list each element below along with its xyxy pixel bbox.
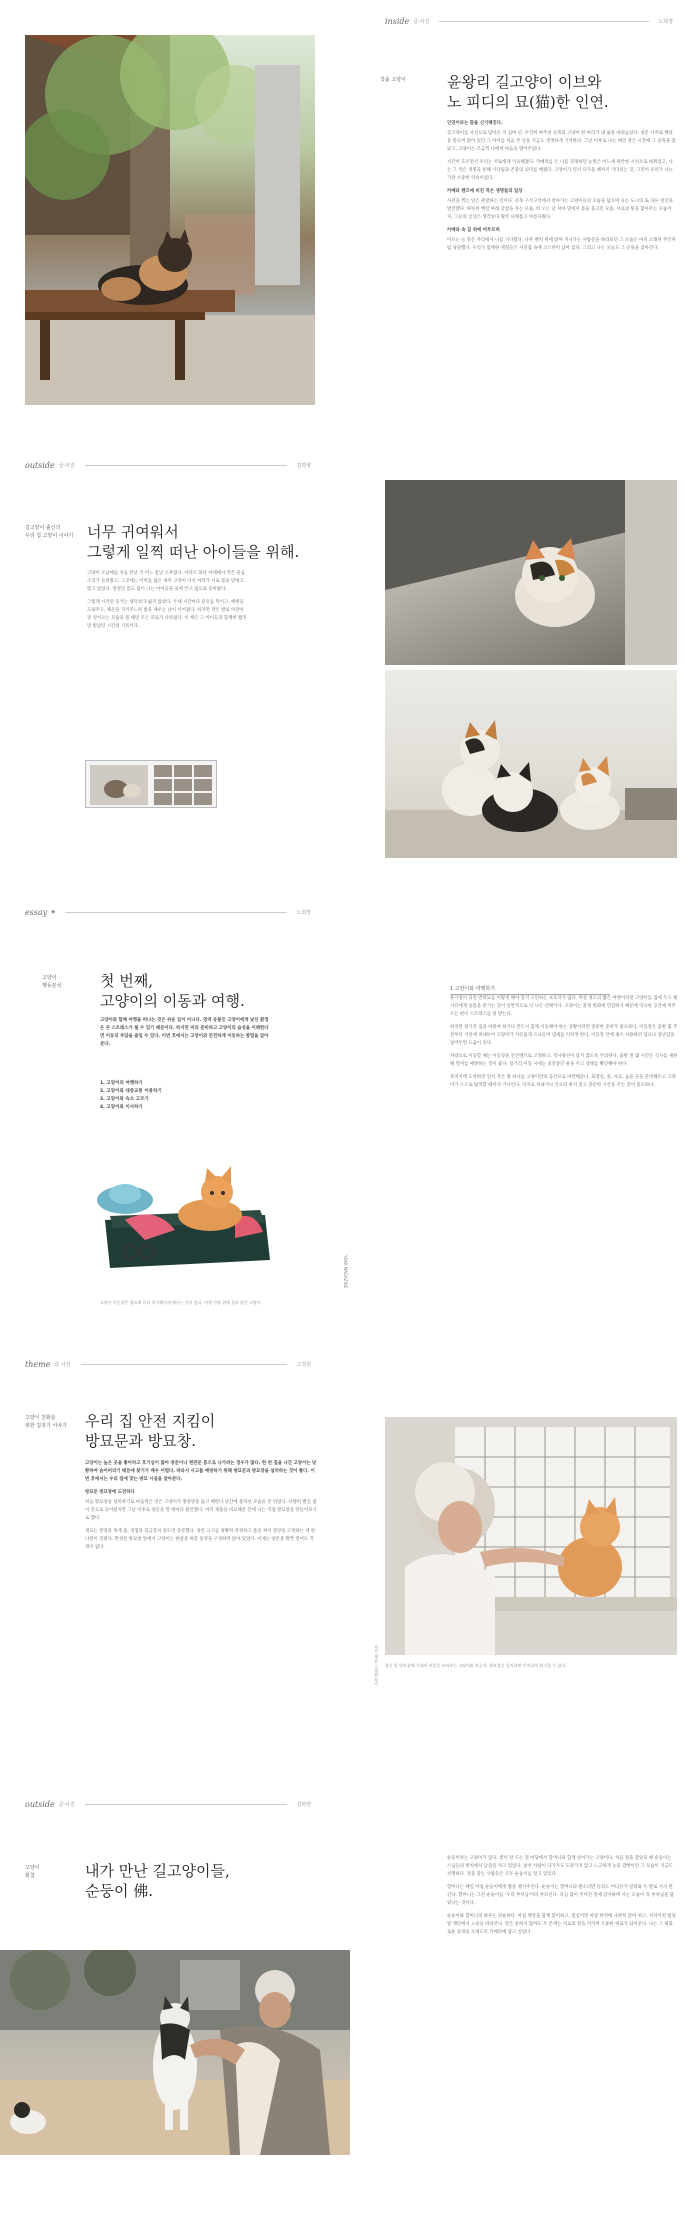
header-credit-label: 글·사진	[58, 462, 75, 469]
header-author: 고경원	[296, 1361, 311, 1368]
title-line-2: 고양이의 이동과 여행.	[100, 992, 245, 1011]
article-body	[87, 570, 247, 690]
article-body	[447, 120, 677, 360]
kicker-line-2: 위한 집짓기 이야기	[25, 1422, 67, 1429]
subheading: 카메라 속 길 위에 머무르며	[447, 228, 500, 233]
photo-caption: 창문 앞 방묘창에 기대어 바깥을 바라보는 고양이와 보호자. 방묘창을 설치하면 안전하게 환기할 수 있다.	[385, 1663, 567, 1668]
article-body	[450, 995, 678, 1295]
kicker	[25, 525, 80, 540]
kicker-line-1: 길고양이 출신의	[25, 525, 61, 531]
header-author: 김하영	[296, 462, 311, 469]
grandma-and-standing-cat-photo	[0, 1950, 350, 2155]
section-name: inside	[385, 16, 410, 26]
article-title	[447, 72, 677, 113]
kicker-line-1: 고양이	[25, 1865, 40, 1871]
header-rule	[65, 912, 286, 913]
header-author: 노희정	[658, 18, 673, 25]
title-line-1: 첫 번째,	[100, 972, 154, 990]
section-number-box	[450, 975, 610, 995]
section-name: outside	[25, 1799, 55, 1809]
photo-caption: 고양이 이동장은 평소에 미리 익숙해지게 해두는 것이 좋다. 여행 가방 위에 올라 앉은 고양이.	[100, 1300, 263, 1305]
article-body	[447, 1855, 677, 2215]
running-header	[25, 905, 315, 919]
paragraph: 길고양이를 사진으로 담아온 지 십여 년. 우연히 마주친 골목의 고양이 한 마리가 내 삶을 바꿔놓았다. 창문 너머로 햇살을 받으며 앉아 있던 그 아이를 처음 본 날을 지금도 생생하게 기억한다. 그날 이후로 나는 매일 같은 시간에 그 골목을 찾았고, 고양이는 조금씩 나에게 마음을 열어주었다.	[447, 131, 676, 152]
article-title	[100, 971, 320, 1012]
paragraph: 차량으로 이동할 때는 이동장을 안전벨트로 고정하고, 직사광선이 닿지 않도록 주의한다. 출발 전 몇 시간은 식사를 제한해 멀미를 예방하는 것이 좋다. 장거리 이동 시에는 중간중간 물을 주고 상태를 확인해야 한다.	[450, 1054, 678, 1067]
paragraph: 순둥이와 할머니의 하루는 단순하다. 아침 햇살을 함께 맞이하고, 점심이면 마당 한켠에 나란히 앉아 쉬고, 저녁이면 법당 앞 계단에서 노을을 바라본다. 말은 통하지 않아도 두 존재는 서로의 곁을 지키며 조용한 위로가 되어준다. 나는 그 평화로운 풍경을 오래도록 카메라에 담고 싶었다.	[447, 1914, 676, 1935]
running-header	[25, 1797, 315, 1811]
paragraph: 그렇게 시작된 동거는 생각보다 쉽지 않았다. 두세 시간마다 분유를 먹이고, 배변을 도와주고, 체온을 지켜주느라 밤을 새우는 날이 이어졌다. 하지만 작은 발로 아장아장 걸어오는 모습을 볼 때면 모든 피로가 사라졌다. 이 책은 그 아이들과 함께한 짧지만 빛났던 시간의 기록이다.	[87, 600, 247, 629]
spread-outside-kittens	[0, 440, 700, 880]
paragraph: 순둥이라는 고양이가 있다. 볕이 잘 드는 절 마당에서 할머니와 함께 살아가는 고양이다. 처음 절을 찾았을 때 순둥이는 스님들의 발치에서 낮잠을 자고 있었다. 낯선 사람이 다가가도 도망가지 않고 느긋하게 눈을 깜빡이던 그 모습이 지금도 선명하다. 절을 찾는 사람들은 모두 순둥이를 알고 있었다.	[447, 1856, 673, 1877]
subheading: 카메라 렌즈에 비친 작은 생명들의 일상	[447, 189, 523, 194]
kicker	[42, 975, 87, 990]
paragraph: 이브는 늘 같은 자리에서 나를 기다렸다. 나무 벤치 위에 앉아 지나가는 사람들을 바라보던 그 모습은 마치 오래된 주인처럼 당당했다. 우리가 함께한 계절들은 사진첩 속에 고스란히 남아 있다. 그리고 나는 오늘도 그 골목을 찾아간다.	[447, 238, 676, 251]
header-credit-label: 글·사진	[58, 1801, 75, 1808]
kicker-line-2: 행동분석	[42, 982, 62, 989]
kicker-line-2: 화첩	[25, 1872, 35, 1879]
title-line-1: 윤왕리 길고양이 이브와	[447, 73, 602, 91]
spread-outside-temple	[0, 1785, 700, 2231]
kicker: 작품 고양이	[380, 77, 406, 83]
paragraph: 사진을 찍는 일은 관찰하는 일이다. 골목 구석구석에서 살아가는 고양이들의 모습을 담으며 나는 도시의 또 다른 얼굴을 발견했다. 따뜻한 햇살 아래 낮잠을 자는 모습, 비 오는 날 처마 밑에서 몸을 웅크린 모습, 서로의 털을 핥아주는 모습까지. 그들의 일상은 생각보다 훨씬 다채롭고 아름다웠다.	[447, 199, 673, 220]
kicker	[25, 1415, 80, 1430]
three-kittens-photo	[385, 670, 677, 858]
paragraph: 할머니는 매일 아침 순둥이에게 밥을 챙겨주신다. 순둥이는 할머니의 발소리만 들려도 어디선가 달려와 두 발로 서서 반긴다. 할머니는 그런 순둥이를 '우리 부처님'이라 부르신다. 욕심 없이 주어진 것에 감사하며 사는 모습이 꼭 부처님을 닮았다는 것이다.	[447, 1885, 674, 1906]
title-line-1: 너무 귀여워서	[87, 523, 179, 541]
header-rule	[81, 1364, 287, 1365]
article-title	[85, 1861, 315, 1902]
section-name: essay	[25, 907, 48, 917]
paragraph: 처음 방묘창을 설치하기로 마음먹은 것은 고양이가 방충망을 뚫고 베란다 난간에 올라선 모습을 본 뒤였다. 다행히 별일 없이 안으로 들어왔지만 그날 이후로 창문을 열 때마다 불안했다. 여러 제품을 비교해본 끝에 나는 직접 방묘창을 만들어보기로 했다.	[85, 1500, 317, 1521]
paragraph: 고양이 오남매를 처음 만난 건 어느 봄날 오후였다. 아파트 화단 아래에서 작은 울음소리가 들려왔고, 그곳에는 어미를 잃은 새끼 고양이 다섯 마리가 서로 몸을 맞대고 떨고 있었다. 망설일 틈도 없이 나는 아이들을 품에 안고 집으로 돌아왔다.	[87, 571, 246, 592]
spine-mark: YEAR MAGAZINE	[343, 1255, 348, 1289]
list-item: 4. 고양이와 이사하기	[100, 1105, 143, 1110]
title-line-1: 내가 만난 길고양이들,	[85, 1862, 230, 1880]
book-thumbnail	[85, 760, 217, 808]
header-author: 김하연	[296, 1801, 311, 1808]
grandma-and-cat-window-photo	[385, 1417, 677, 1655]
article-body	[85, 1460, 317, 1720]
title-line-2: 노 피디의 묘(猫)한 인연.	[447, 93, 609, 112]
spread-inside	[0, 0, 700, 430]
header-rule	[85, 465, 287, 466]
running-header	[385, 14, 677, 28]
list-item: 2. 고양이와 대중교통 이용하기	[100, 1089, 162, 1094]
paragraph: 하지만 장기간 집을 비워야 하거나 반드시 함께 이동해야 하는 상황이라면 충분한 준비가 필요하다. 이동장은 출발 몇 주 전부터 거실에 꺼내두어 고양이가 자유롭게 드나들며 냄새를 익히게 한다. 이동장 안에 평소 사용하던 담요나 장난감을 넣어두면 도움이 된다.	[450, 1025, 678, 1046]
cat-on-bench-photo	[25, 35, 315, 405]
kicker	[25, 1865, 75, 1880]
header-rule	[85, 1804, 287, 1805]
subheading: 인연이라는 말을 신기해진다.	[447, 121, 503, 126]
list-item: 3. 고양이와 숙소 고르기	[100, 1097, 149, 1102]
cat-in-suitcase-photo	[85, 1160, 285, 1280]
list-item: 1. 고양이의 여행하기	[100, 1081, 143, 1086]
spread-essay-travel	[0, 895, 700, 1335]
section-number-label: 1 고양이와 여행하기	[450, 985, 610, 995]
kicker-line-1: 고양이 친화를	[25, 1415, 56, 1421]
paragraph: 목적지에 도착하면 먼저 작은 방 하나를 고양이만의 공간으로 마련해준다. 화장실, 물, 사료, 숨을 곳을 준비해두고 고양이가 스스로 탐색할 때까지 기다린다. 억지로 꺼내거나 안으려 하지 말고 충분한 시간을 주는 것이 중요하다.	[450, 1075, 676, 1088]
kicker-line-2: 우리 집 고양이 이야기	[25, 532, 74, 539]
header-author: 노희정	[296, 909, 311, 916]
title-line-2: 그렇게 일찍 떠난 아이들을 위해.	[87, 543, 300, 562]
section-name: outside	[25, 460, 55, 470]
topic-list	[100, 1080, 270, 1112]
article-title	[85, 1411, 315, 1452]
header-rule	[439, 21, 648, 22]
kicker-line-1: 고양이	[42, 975, 57, 981]
lead-paragraph: 고양이와 함께 여행을 떠나는 것은 쉬운 일이 아니다. 영역 동물인 고양이에게 낯선 환경은 큰 스트레스가 될 수 있기 때문이다. 하지만 미리 준비하고 고양이의 습성을 이해한다면 이동의 부담을 줄일 수 있다. 이번 호에서는 고양이와 안전하게 이동하는 방법을 알아본다.	[100, 1018, 269, 1047]
subheading: 방묘문 방묘창에 도전하다	[85, 1490, 135, 1495]
title-line-2: 방묘문과 방묘창.	[85, 1432, 196, 1451]
paragraph: 휴가철이 되면 반려묘를 어떻게 해야 할지 고민하는 보호자가 많다. 며칠 정도의 짧은 여행이라면 고양이를 집에 두고 펫시터에게 돌봄을 맡기는 것이 일반적으로 더 나은 선택이다. 고양이는 환경 변화에 민감하기 때문에 익숙한 공간에 머무르는 편이 스트레스를 덜 받는다.	[450, 996, 678, 1017]
header-credit-label: 글·사진	[413, 18, 430, 25]
running-header	[25, 458, 315, 472]
running-header	[25, 1357, 315, 1371]
title-line-2: 순둥이 佛.	[85, 1882, 154, 1901]
photo-credit: 사진 제공: 고경원 작가	[374, 1645, 379, 1687]
header-mark: ◆	[51, 909, 56, 915]
article-title	[87, 522, 317, 563]
title-line-1: 우리 집 안전 지킴이	[85, 1412, 216, 1430]
section-name: theme	[25, 1359, 51, 1369]
lead-paragraph: 고양이는 높은 곳을 좋아하고 호기심이 많아 창문이나 현관문 틈으로 나가려는 경우가 많다. 한 번 집을 나간 고양이는 당황하여 숨어버리기 때문에 찾기가 매우 어렵다. 따라서 사고를 예방하기 위해 방묘문과 방묘창을 설치하는 것이 좋다. 이번 호에서는 우리 집에 맞는 방묘 시설을 알아본다.	[85, 1461, 317, 1482]
kitten-peeking-photo	[385, 480, 677, 665]
paragraph: 시간이 흐르면서 우리는 서로에게 익숙해졌다. 카메라를 든 나를 경계하던 눈빛은 어느새 편안한 시선으로 바뀌었고, 나는 그 작은 생명을 통해 기다림과 존중의 의미를 배웠다. 고양이가 먼저 다가올 때까지 기다리는 것, 그것이 우리가 나눈 가장 소중한 약속이었다.	[447, 160, 673, 181]
header-credit-label: 글·사진	[54, 1361, 71, 1368]
spread-theme-window	[0, 1345, 700, 1765]
paragraph: 재료는 철망과 목재 틀, 경첩과 잠금장치 정도면 충분했다. 창문 크기를 정확히 측정하고 틀을 짜서 철망을 고정하는 데 한나절이 걸렸다. 완성된 방묘창 앞에서 고양이는 한참을 바깥 풍경을 구경하며 앉아 있었다. 이제는 창문을 활짝 열어도 걱정이 없다.	[85, 1529, 316, 1550]
